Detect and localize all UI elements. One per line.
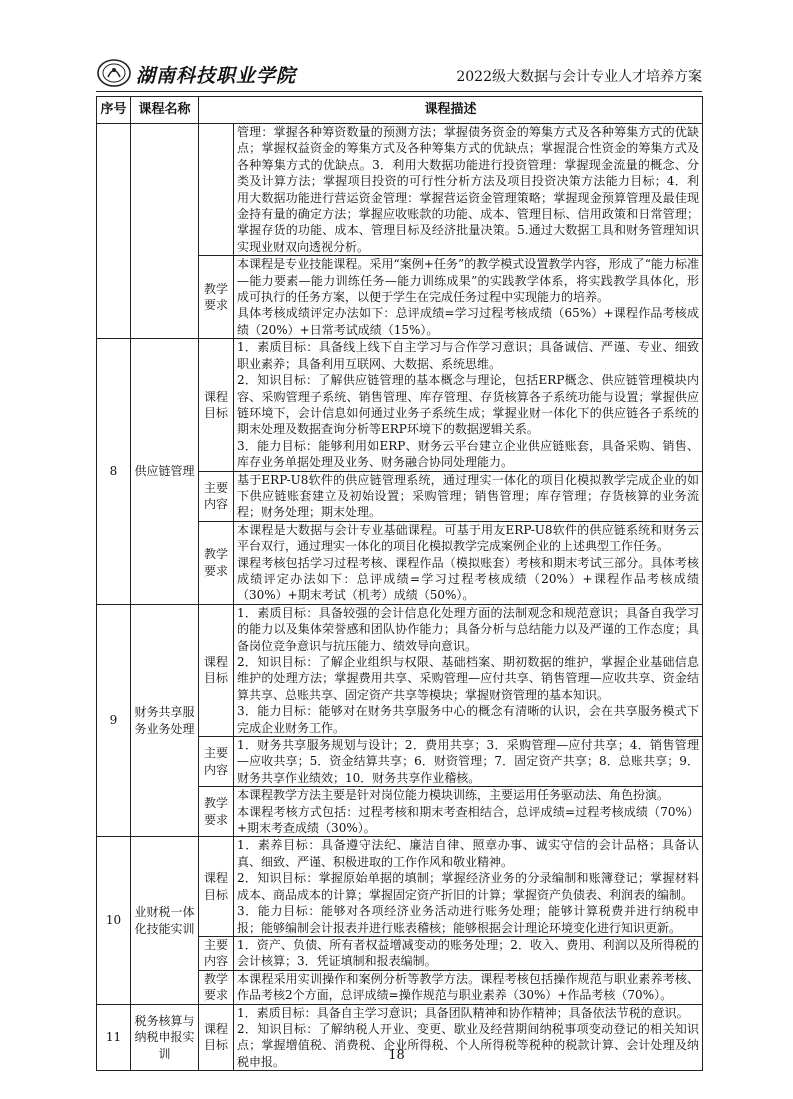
course-number: 10: [97, 837, 131, 1004]
header-desc: 课程描述: [199, 97, 703, 124]
table-body: [97, 124, 703, 1071]
header-name: 课程名称: [131, 97, 199, 124]
cell-label: 教学要求: [199, 256, 234, 339]
desc-paragraph: 2．知识目标：了解纳税人开业、变更、歇业及经营期间纳税事项变动登记的相关知识点；掌握增值税、消费税、企业所得税、个人所得税等税种的税款计算、会计处理及纳税申报。: [237, 1021, 700, 1069]
course-name: 财务共享服务业务处理: [131, 604, 199, 837]
desc-paragraph: 1．资产、负债、所有者权益增减变动的账务处理；2．收入、费用、利润以及所得税的会计核算；3．凭证填制和报表编制。: [237, 937, 700, 969]
section-label: 教学要求: [199, 521, 234, 604]
desc-paragraph: 课程考核包括学习过程考核、课程作品（模拟账套）考核和期末考试三部分。具体考核成绩评定办法如下：总评成绩=学习过程考核成绩（20%）+课程作品考核成绩（30%）+期末考试（机考）成绩（50%）。: [237, 555, 700, 603]
page-number: 18: [388, 1048, 405, 1063]
section-description: [234, 970, 703, 1004]
document-title: 2022级大数据与会计专业人才培养方案: [456, 69, 702, 85]
cell-name: [131, 124, 199, 339]
desc-paragraph: 3．能力目标：能够对在财务共享服务中心的概念有清晰的认识，会在共享服务模式下完成企业财务工作。: [237, 704, 700, 735]
table-row: [97, 339, 703, 471]
section-label: 课程目标: [199, 1004, 234, 1071]
desc-paragraph: 本课程是大数据与会计专业基础课程。可基于用友ERP-U8软件的供应链系统和财务云平台双行，通过理实一体化的项目化模拟教学完成案例企业的上述典型工作任务。: [237, 522, 700, 554]
table-row: [97, 604, 703, 736]
header-no: 序号: [97, 97, 131, 124]
desc-paragraph: 2．知识目标：了解供应链管理的基本概念与理论，包括ERP概念、供应链管理模块内容、采购管理子系统、销售管理、库存管理、存货核算各子系统功能与设置；掌握供应链环境下，会计信息如何通过业务子系统生成；掌握业财一体化下的供应链各子系统的期末处理及数据查询分析等ERP环境下的数据逻辑关系。: [237, 373, 700, 437]
section-label: 课程目标: [199, 339, 234, 471]
desc-paragraph: 1．财务共享服务规划与设计；2．费用共享；3．采购管理—应付共享；4．销售管理—应收共享；5．资金结算共享；6．财资管理；7．固定资产共享；8．总账共享；9．财务共享作业绩效；10．财务共享作业稽核。: [237, 738, 700, 785]
header-divider: [96, 91, 702, 92]
desc-paragraph: 3．能力目标：能够利用如ERP、财务云平台建立企业供应链账套，具备采购、销售、库存业务单据处理及业务、财务融合协同处理能力。: [237, 438, 700, 470]
table-row: [97, 124, 703, 256]
course-table: [96, 96, 703, 1071]
school-name: 湖南科技职业学院: [136, 65, 297, 87]
desc-paragraph: 本课程教学方法主要是针对岗位能力模块训练，主要运用任务驱动法、角色扮演。: [237, 788, 670, 803]
section-label: 主要内容: [199, 471, 234, 521]
desc-paragraph: 3．能力目标：能够对各项经济业务活动进行账务处理；能够计算税费并进行纳税申报；能够编制会计报表并进行账表稽核；能够根据会计理论环境变化进行知识更新。: [237, 904, 700, 935]
section-description: [234, 471, 703, 521]
section-description: [234, 936, 703, 970]
section-label: 课程目标: [199, 604, 234, 736]
section-label: 主要内容: [199, 737, 234, 787]
section-label: 教学要求: [199, 787, 234, 837]
section-label: 主要内容: [199, 936, 234, 970]
cell-no: [97, 124, 131, 339]
cell-desc: [234, 256, 703, 339]
section-description: [234, 521, 703, 604]
course-name: 业财税一体化技能实训: [131, 837, 199, 1004]
cell-desc-continued: [234, 124, 703, 256]
section-description: [234, 787, 703, 837]
desc-paragraph: 2．知识目标：了解企业组织与权限、基础档案、期初数据的维护，掌握企业基础信息维护的处理方法；掌握费用共享、采购管理—应付共享、销售管理—应收共享、资金结算共享、总账共享、固定资产共享等模块；掌握财资管理的基本知识。: [237, 655, 700, 702]
desc-paragraph: 管理：掌握各种筹资数量的预测方法；掌握债务资金的筹集方式及各种筹集方式的优缺点；掌握权益资金的筹集方式及各种筹集方式的优缺点；掌握混合性资金的筹集方式及各种筹集方式的优缺点。3．利用大数据功能进行投资管理：掌握现金流量的概念、分类及计算方法；掌握项目投资的可行性分析方法及项目投资决策方法能力目标；4．利用大数据功能进行营运资金管理：掌握营运资金管理策略；掌握现金预算管理及最佳现金持有量的确定方法；掌握应收账款的功能、成本、管理目标、信用政策和日常管理；掌握存货的功能、成本、管理目标及经济批量决策。5.通过大数据工具和财务管理知识实现业财双向透视分析。: [237, 125, 700, 254]
section-description: [234, 837, 703, 936]
desc-paragraph: 具体考核成绩评定办法如下：总评成绩=学习过程考核成绩（65%）+课程作品考核成绩（20%）+日常考试成绩（15%）。: [237, 306, 700, 337]
desc-paragraph: 1．素养目标：具备遵守法纪、廉洁自律、照章办事、诚实守信的会计品格；具备认真、细致、严谨、积极进取的工作作风和敬业精神。: [237, 838, 700, 869]
table-row: [97, 837, 703, 936]
course-name: 税务核算与纳税申报实训: [131, 1004, 199, 1071]
course-number: 9: [97, 604, 131, 837]
desc-paragraph: 本课程是专业技能课程。采用“案例+任务”的教学模式设置教学内容，形成了“能力标准—能力要素—能力训练任务—能力训练成果”的实践教学体系，将实践教学具体化，形成可执行的任务方案，以便于学生在完成任务过程中实现能力的培养。: [237, 257, 700, 305]
course-number: 11: [97, 1004, 131, 1071]
course-name: 供应链管理: [131, 339, 199, 605]
desc-paragraph: 2．知识目标：掌握原始单据的填制；掌握经济业务的分录编制和账簿登记；掌握材料成本、商品成本的计算；掌握固定资产折旧的计算；掌握资产负债表、利润表的编制。: [237, 871, 700, 902]
page-header: [96, 56, 706, 92]
section-label: 教学要求: [199, 970, 234, 1004]
desc-paragraph: 1．素质目标：具备线上线下自主学习与合作学习意识；具备诚信、严谨、专业、细致职业素养；具备利用互联网、大数据、系统思维。: [237, 340, 700, 371]
cell-label: [199, 124, 234, 256]
desc-paragraph: 1．素质目标：具备较强的会计信息化处理方面的法制观念和规范意识；具备自我学习的能力以及集体荣誉感和团队协作能力；具备分析与总结能力以及严谨的工作态度；具备岗位竞争意识与抗压能力、绩效导向意识。: [237, 605, 700, 653]
section-description: [234, 604, 703, 736]
course-number: 8: [97, 339, 131, 605]
desc-paragraph: 本课程考核方式包括：过程考核和期末考查相结合，总评成绩=过程考核成绩（70%）+期末考查成绩（30%）。: [237, 804, 700, 836]
section-label: 课程目标: [199, 837, 234, 936]
table-header-row: [97, 97, 703, 124]
section-description: [234, 737, 703, 787]
desc-paragraph: 本课程采用实训操作和案例分析等教学方法。课程考核包括操作规范与职业素养考核、作品考核2个方面，总评成绩=操作规范与职业素养（30%）+作品考核（70%）。: [237, 971, 700, 1003]
section-description: [234, 339, 703, 471]
desc-paragraph: 1．素质目标：具备自主学习意识；具备团队精神和协作精神；具备依法节税的意识。: [237, 1005, 689, 1020]
desc-paragraph: 基于ERP-U8软件的供应链管理系统，通过理实一体化的项目化模拟教学完成企业的如下供应链账套建立及初始设置；采购管理；销售管理；库存管理；存货核算的业务流程；财务处理；期末处理。: [237, 472, 700, 520]
school-logo-icon: [96, 58, 132, 88]
